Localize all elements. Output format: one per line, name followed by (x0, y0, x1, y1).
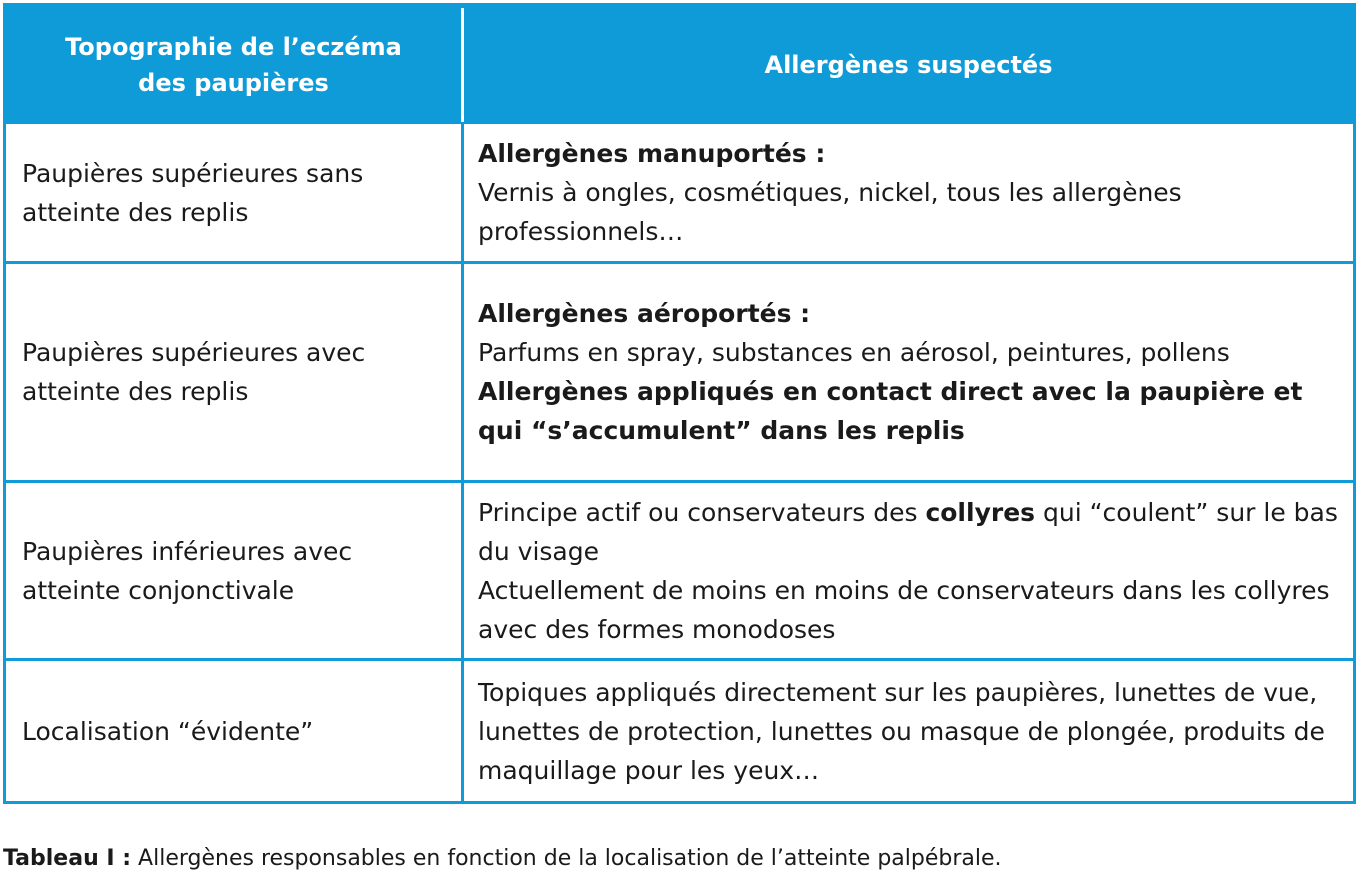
topography-cell (22, 483, 452, 658)
topography-cell (22, 661, 452, 801)
allergen-text-rest: qui “coulent” sur le bas du visage (478, 497, 1338, 566)
allergen-text: Actuellement de moins en moins de conservateurs dans les collyres avec des formes monodoses (478, 575, 1330, 644)
caption-text: Allergènes responsables en fonction de la localisation de l’atteinte palpébrale. (131, 846, 1002, 871)
topography-text: Localisation “évidente” (22, 716, 314, 746)
allergen-text-intro: Principe actif ou conservateurs des (478, 497, 926, 527)
header-allergens (464, 6, 1353, 124)
allergen-text: Vernis à ongles, cosmétiques, nickel, tous les allergènes professionnels… (478, 178, 1182, 246)
allergen-table (3, 3, 1356, 804)
allergens-cell (478, 661, 1348, 801)
allergens-cell (478, 483, 1348, 658)
table-row (6, 264, 1353, 480)
topography-text: Paupières inférieures avec atteinte conjonctivale (22, 536, 353, 605)
allergen-text (478, 493, 1348, 571)
header-allergens-label: Allergènes suspectés (764, 51, 1053, 79)
header-topography (6, 6, 461, 124)
allergen-keyword: collyres (925, 497, 1036, 527)
topography-cell (22, 264, 452, 480)
allergen-text: Topiques appliqués directement sur les paupières, lunettes de vue, lunettes de protection, lunettes ou masque de plongée, produits de maquillage pour les yeux… (478, 677, 1325, 785)
topography-text: Paupières supérieures sans atteinte des replis (22, 158, 364, 227)
topography-text: Paupières supérieures avec atteinte des replis (22, 338, 366, 406)
allergen-heading: Allergènes aéroportés : (478, 299, 811, 328)
caption-label: Tableau I : (3, 846, 132, 871)
allergens-cell (478, 264, 1348, 480)
allergen-text: Parfums en spray, substances en aérosol, peintures, pollens (478, 338, 1230, 367)
table-header (6, 6, 1353, 124)
table-row (6, 483, 1353, 658)
allergen-heading: Allergènes manuportés : (478, 139, 826, 168)
table-row (6, 661, 1353, 801)
allergen-heading: Allergènes appliqués en contact direct avec la paupière et qui “s’accumulent” dans les replis (478, 377, 1303, 445)
table-row (6, 124, 1353, 261)
topography-cell (22, 124, 452, 261)
header-topography-label: Topographie de l’eczéma des paupières (65, 33, 402, 97)
table-caption (3, 844, 1002, 874)
allergens-cell (478, 124, 1348, 261)
